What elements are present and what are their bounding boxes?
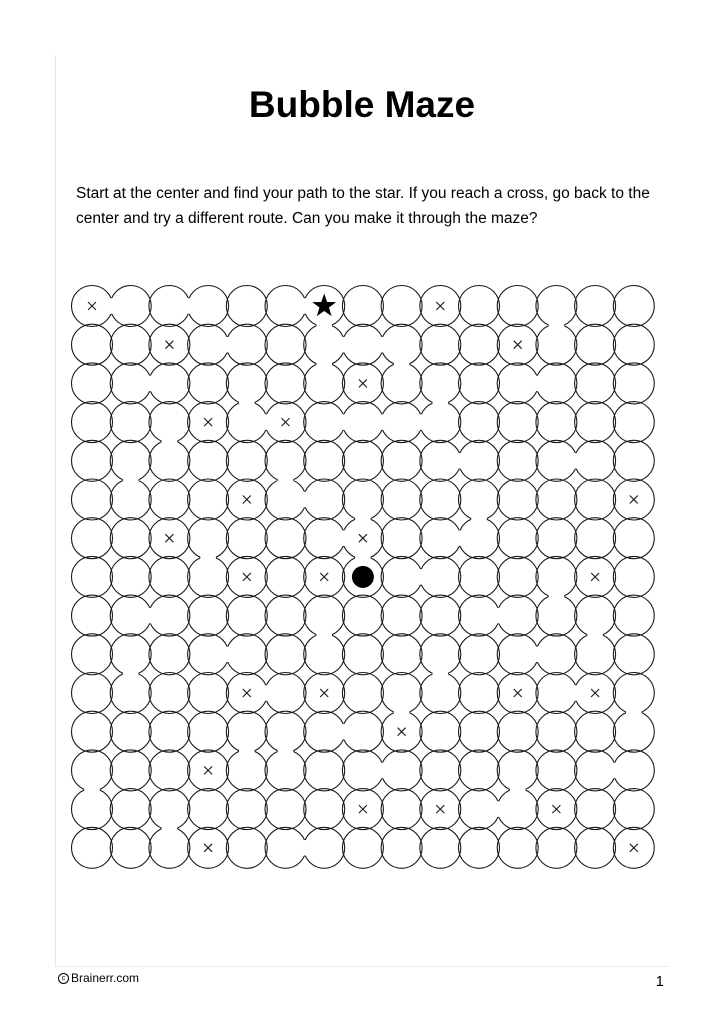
bubble[interactable]: [149, 363, 190, 404]
opening: [316, 322, 332, 328]
bubble[interactable]: [459, 673, 500, 714]
bubble[interactable]: [226, 363, 267, 404]
bubble[interactable]: [304, 711, 345, 752]
bubble[interactable]: [497, 286, 538, 327]
bubble[interactable]: [188, 440, 229, 481]
bubble[interactable]: [265, 556, 306, 597]
cross-icon: [282, 418, 290, 426]
bubble[interactable]: [497, 440, 538, 481]
opening: [495, 801, 501, 817]
bubble[interactable]: [575, 789, 616, 830]
bubble[interactable]: [459, 634, 500, 675]
bubble[interactable]: [536, 324, 577, 365]
bubble[interactable]: [497, 402, 538, 443]
opening: [549, 593, 565, 599]
opening: [239, 400, 255, 406]
opening: [355, 554, 371, 560]
cross-icon: [204, 844, 212, 852]
bubble[interactable]: [381, 402, 422, 443]
bubble[interactable]: [226, 634, 267, 675]
opening: [278, 477, 294, 483]
bubble[interactable]: [381, 789, 422, 830]
bubble[interactable]: [575, 750, 616, 791]
bubble[interactable]: [110, 556, 151, 597]
bubble[interactable]: [110, 673, 151, 714]
bubble[interactable]: [613, 595, 654, 636]
bubble[interactable]: [536, 827, 577, 868]
bubble[interactable]: [226, 750, 267, 791]
bubble[interactable]: [575, 634, 616, 675]
bubble[interactable]: [188, 324, 229, 365]
bubble[interactable]: [575, 479, 616, 520]
bubble[interactable]: [110, 789, 151, 830]
bubble[interactable]: [420, 827, 461, 868]
footer-site-label: Brainerr.com: [71, 971, 140, 985]
cross-icon: [165, 534, 173, 542]
bubble[interactable]: [459, 402, 500, 443]
opening: [510, 787, 526, 793]
cross-icon: [514, 341, 522, 349]
bubble[interactable]: [226, 324, 267, 365]
bubble[interactable]: [459, 556, 500, 597]
opening: [379, 763, 385, 779]
bubble[interactable]: [110, 634, 151, 675]
bubble[interactable]: [459, 440, 500, 481]
bubble[interactable]: [226, 286, 267, 327]
cross-icon: [436, 302, 444, 310]
bubble[interactable]: [226, 518, 267, 559]
bubble[interactable]: [72, 827, 113, 868]
bubble[interactable]: [304, 518, 345, 559]
opening: [200, 554, 216, 560]
bubble[interactable]: [613, 363, 654, 404]
opening: [587, 632, 603, 638]
bubble[interactable]: [188, 673, 229, 714]
opening: [302, 492, 308, 508]
bubble[interactable]: [342, 634, 383, 675]
bubble[interactable]: [613, 402, 654, 443]
bubble[interactable]: [497, 750, 538, 791]
opening: [418, 569, 424, 585]
bubble[interactable]: [265, 286, 306, 327]
bubble[interactable]: [304, 634, 345, 675]
bubble[interactable]: [110, 595, 151, 636]
bubble[interactable]: [226, 440, 267, 481]
bubble[interactable]: [420, 479, 461, 520]
opening: [534, 376, 540, 392]
opening: [379, 337, 385, 353]
bubble[interactable]: [265, 711, 306, 752]
bubble[interactable]: [72, 750, 113, 791]
bubble[interactable]: [342, 827, 383, 868]
cross-icon: [514, 689, 522, 697]
opening: [456, 453, 462, 469]
opening: [394, 709, 410, 715]
bubble[interactable]: [342, 595, 383, 636]
bubble[interactable]: [72, 518, 113, 559]
cross-icon: [243, 689, 251, 697]
bubble[interactable]: [381, 286, 422, 327]
bubble[interactable]: [342, 479, 383, 520]
opening: [456, 530, 462, 546]
bubble[interactable]: [575, 518, 616, 559]
opening: [611, 763, 617, 779]
bubble[interactable]: [342, 324, 383, 365]
bubble[interactable]: [497, 518, 538, 559]
cross-icon: [398, 728, 406, 736]
bubble[interactable]: [613, 518, 654, 559]
bubble[interactable]: [149, 827, 190, 868]
bubble[interactable]: [226, 789, 267, 830]
footer-credit: [58, 971, 139, 985]
opening: [263, 414, 269, 430]
bubble[interactable]: [613, 750, 654, 791]
start-dot-icon: [352, 566, 374, 588]
bubble[interactable]: [72, 789, 113, 830]
bubble[interactable]: [613, 789, 654, 830]
bubble[interactable]: [613, 556, 654, 597]
cross-icon: [359, 805, 367, 813]
cross-icon: [320, 573, 328, 581]
bubble[interactable]: [459, 363, 500, 404]
cross-icon: [204, 766, 212, 774]
bubble[interactable]: [304, 363, 345, 404]
opening: [84, 787, 100, 793]
bubble[interactable]: [265, 673, 306, 714]
bubble[interactable]: [304, 402, 345, 443]
opening: [316, 361, 332, 367]
bubble[interactable]: [149, 711, 190, 752]
bubble[interactable]: [420, 402, 461, 443]
opening: [340, 337, 346, 353]
bubble[interactable]: [226, 595, 267, 636]
bubble[interactable]: [459, 324, 500, 365]
bubble[interactable]: [149, 634, 190, 675]
bubble[interactable]: [575, 440, 616, 481]
bubble[interactable]: [497, 595, 538, 636]
opening: [239, 748, 255, 754]
bubble[interactable]: [265, 479, 306, 520]
bubble[interactable]: [304, 789, 345, 830]
bubble[interactable]: [72, 711, 113, 752]
opening: [316, 632, 332, 638]
opening: [340, 414, 346, 430]
bubble[interactable]: [497, 634, 538, 675]
bubble[interactable]: [536, 595, 577, 636]
bubble[interactable]: [188, 595, 229, 636]
bubble[interactable]: [110, 363, 151, 404]
page-title: Bubble Maze: [248, 84, 476, 125]
opening: [186, 298, 192, 314]
opening: [573, 685, 579, 701]
bubble[interactable]: [459, 750, 500, 791]
bubble[interactable]: [342, 440, 383, 481]
bubble[interactable]: [188, 363, 229, 404]
bubble[interactable]: [575, 711, 616, 752]
bubble[interactable]: [304, 440, 345, 481]
opening: [355, 516, 371, 522]
bubble[interactable]: [420, 324, 461, 365]
bubble[interactable]: [110, 402, 151, 443]
cross-icon: [591, 689, 599, 697]
bubble[interactable]: [459, 479, 500, 520]
bubble[interactable]: [149, 479, 190, 520]
opening: [302, 840, 308, 856]
bubble[interactable]: [342, 402, 383, 443]
bubble[interactable]: [342, 750, 383, 791]
bubble[interactable]: [188, 556, 229, 597]
bubble[interactable]: [381, 827, 422, 868]
bubble[interactable]: [265, 363, 306, 404]
bubble[interactable]: [420, 711, 461, 752]
bubble[interactable]: [304, 595, 345, 636]
bubble[interactable]: [420, 556, 461, 597]
opening: [626, 709, 642, 715]
bubble[interactable]: [459, 711, 500, 752]
bubble[interactable]: [110, 479, 151, 520]
bubble[interactable]: [536, 363, 577, 404]
opening: [340, 530, 346, 546]
bubble[interactable]: [381, 673, 422, 714]
page-number: 1: [655, 973, 664, 990]
opening: [147, 376, 153, 392]
opening: [263, 685, 269, 701]
cross-icon: [320, 689, 328, 697]
bubble[interactable]: [72, 595, 113, 636]
bubble[interactable]: [342, 286, 383, 327]
bubble[interactable]: [72, 324, 113, 365]
bubble[interactable]: [110, 750, 151, 791]
bubble[interactable]: [613, 673, 654, 714]
bubble[interactable]: [381, 750, 422, 791]
bubble[interactable]: [149, 286, 190, 327]
opening: [394, 361, 410, 367]
bubble[interactable]: [110, 827, 151, 868]
bubble[interactable]: [381, 595, 422, 636]
bubble[interactable]: [459, 789, 500, 830]
bubble[interactable]: [72, 634, 113, 675]
bubble[interactable]: [149, 789, 190, 830]
bubble[interactable]: [265, 324, 306, 365]
bubble[interactable]: [265, 634, 306, 675]
cross-icon: [436, 805, 444, 813]
bubble[interactable]: [72, 673, 113, 714]
opening: [418, 414, 424, 430]
opening: [123, 670, 139, 676]
bubble[interactable]: [420, 363, 461, 404]
bubble[interactable]: [497, 363, 538, 404]
opening: [573, 453, 579, 469]
bubble[interactable]: [342, 711, 383, 752]
opening: [433, 670, 449, 676]
bubble[interactable]: [536, 711, 577, 752]
bubble[interactable]: [536, 402, 577, 443]
cross-icon: [359, 534, 367, 542]
bubble[interactable]: [381, 634, 422, 675]
bubble[interactable]: [575, 286, 616, 327]
cross-icon: [204, 418, 212, 426]
bubble[interactable]: [459, 595, 500, 636]
bubble[interactable]: [149, 440, 190, 481]
bubble[interactable]: [613, 711, 654, 752]
bubble[interactable]: [613, 440, 654, 481]
bubble[interactable]: [72, 479, 113, 520]
bubble[interactable]: [265, 827, 306, 868]
opening: [278, 748, 294, 754]
goal-star-icon: [312, 294, 336, 317]
opening: [302, 298, 308, 314]
bubble[interactable]: [265, 750, 306, 791]
bubble[interactable]: [188, 479, 229, 520]
bubble[interactable]: [420, 440, 461, 481]
cross-icon: [359, 379, 367, 387]
bubble[interactable]: [420, 595, 461, 636]
bubble[interactable]: [110, 440, 151, 481]
bubble[interactable]: [110, 286, 151, 327]
bubble[interactable]: [304, 479, 345, 520]
bubble[interactable]: [459, 827, 500, 868]
bubble[interactable]: [72, 363, 113, 404]
bubble[interactable]: [613, 324, 654, 365]
bubble[interactable]: [342, 673, 383, 714]
bubble[interactable]: [420, 634, 461, 675]
bubble[interactable]: [188, 518, 229, 559]
bubble[interactable]: [72, 402, 113, 443]
bubble[interactable]: [381, 518, 422, 559]
bubble[interactable]: [265, 789, 306, 830]
bubble[interactable]: [497, 827, 538, 868]
bubble[interactable]: [536, 673, 577, 714]
bubble[interactable]: [575, 363, 616, 404]
bubble[interactable]: [459, 518, 500, 559]
bubble[interactable]: [226, 711, 267, 752]
bubble[interactable]: [497, 789, 538, 830]
opening: [379, 414, 385, 430]
bubble[interactable]: [575, 324, 616, 365]
bubble[interactable]: [265, 518, 306, 559]
bubble[interactable]: [149, 595, 190, 636]
bubble[interactable]: [536, 286, 577, 327]
cross-icon: [630, 496, 638, 504]
bubble[interactable]: [110, 324, 151, 365]
bubble[interactable]: [265, 440, 306, 481]
cross-icon: [243, 573, 251, 581]
bubble[interactable]: [188, 634, 229, 675]
instructions-text: Start at the center and find your path to the star. If you reach a cross, go back to the center and try a different route. Can you make it through the maze?: [76, 185, 650, 227]
opening: [108, 298, 114, 314]
bubble[interactable]: [149, 750, 190, 791]
bubble[interactable]: [459, 286, 500, 327]
bubble[interactable]: [149, 402, 190, 443]
cross-icon: [552, 805, 560, 813]
opening: [224, 337, 230, 353]
bubble[interactable]: [72, 440, 113, 481]
bubble[interactable]: [188, 789, 229, 830]
bubble[interactable]: [575, 595, 616, 636]
bubble[interactable]: [188, 711, 229, 752]
bubble[interactable]: [575, 827, 616, 868]
bubble[interactable]: [381, 556, 422, 597]
bubble[interactable]: [497, 479, 538, 520]
bubble[interactable]: [497, 711, 538, 752]
opening: [340, 724, 346, 740]
bubble[interactable]: [381, 479, 422, 520]
opening: [549, 322, 565, 328]
cross-icon: [243, 496, 251, 504]
opening: [471, 516, 487, 522]
bubble[interactable]: [497, 556, 538, 597]
copyright-icon: c: [58, 973, 69, 984]
bubble[interactable]: [226, 402, 267, 443]
opening: [123, 477, 139, 483]
bubble[interactable]: [536, 750, 577, 791]
bubble[interactable]: [149, 556, 190, 597]
bubble[interactable]: [381, 440, 422, 481]
opening: [534, 647, 540, 663]
bubble[interactable]: [613, 286, 654, 327]
bubble[interactable]: [420, 518, 461, 559]
bubble[interactable]: [110, 518, 151, 559]
bubble[interactable]: [304, 827, 345, 868]
bubble[interactable]: [72, 556, 113, 597]
bubble[interactable]: [536, 518, 577, 559]
bubble[interactable]: [613, 634, 654, 675]
cross-icon: [165, 341, 173, 349]
bubble[interactable]: [420, 673, 461, 714]
bubble[interactable]: [304, 324, 345, 365]
cross-icon: [591, 573, 599, 581]
opening: [495, 608, 501, 624]
bubble[interactable]: [536, 634, 577, 675]
opening: [147, 608, 153, 624]
bubble[interactable]: [575, 402, 616, 443]
cross-icon: [630, 844, 638, 852]
cross-icon: [88, 302, 96, 310]
bubble[interactable]: [149, 673, 190, 714]
bubble[interactable]: [420, 750, 461, 791]
bubble[interactable]: [188, 286, 229, 327]
opening: [162, 825, 178, 831]
bubble[interactable]: [265, 595, 306, 636]
bubble[interactable]: [536, 440, 577, 481]
opening: [224, 647, 230, 663]
bubble[interactable]: [110, 711, 151, 752]
bubble[interactable]: [536, 479, 577, 520]
opening: [162, 438, 178, 444]
bubble[interactable]: [304, 750, 345, 791]
bubble[interactable]: [536, 556, 577, 597]
bubble[interactable]: [381, 363, 422, 404]
bubble[interactable]: [226, 827, 267, 868]
bubble[interactable]: [381, 324, 422, 365]
opening: [433, 400, 449, 406]
